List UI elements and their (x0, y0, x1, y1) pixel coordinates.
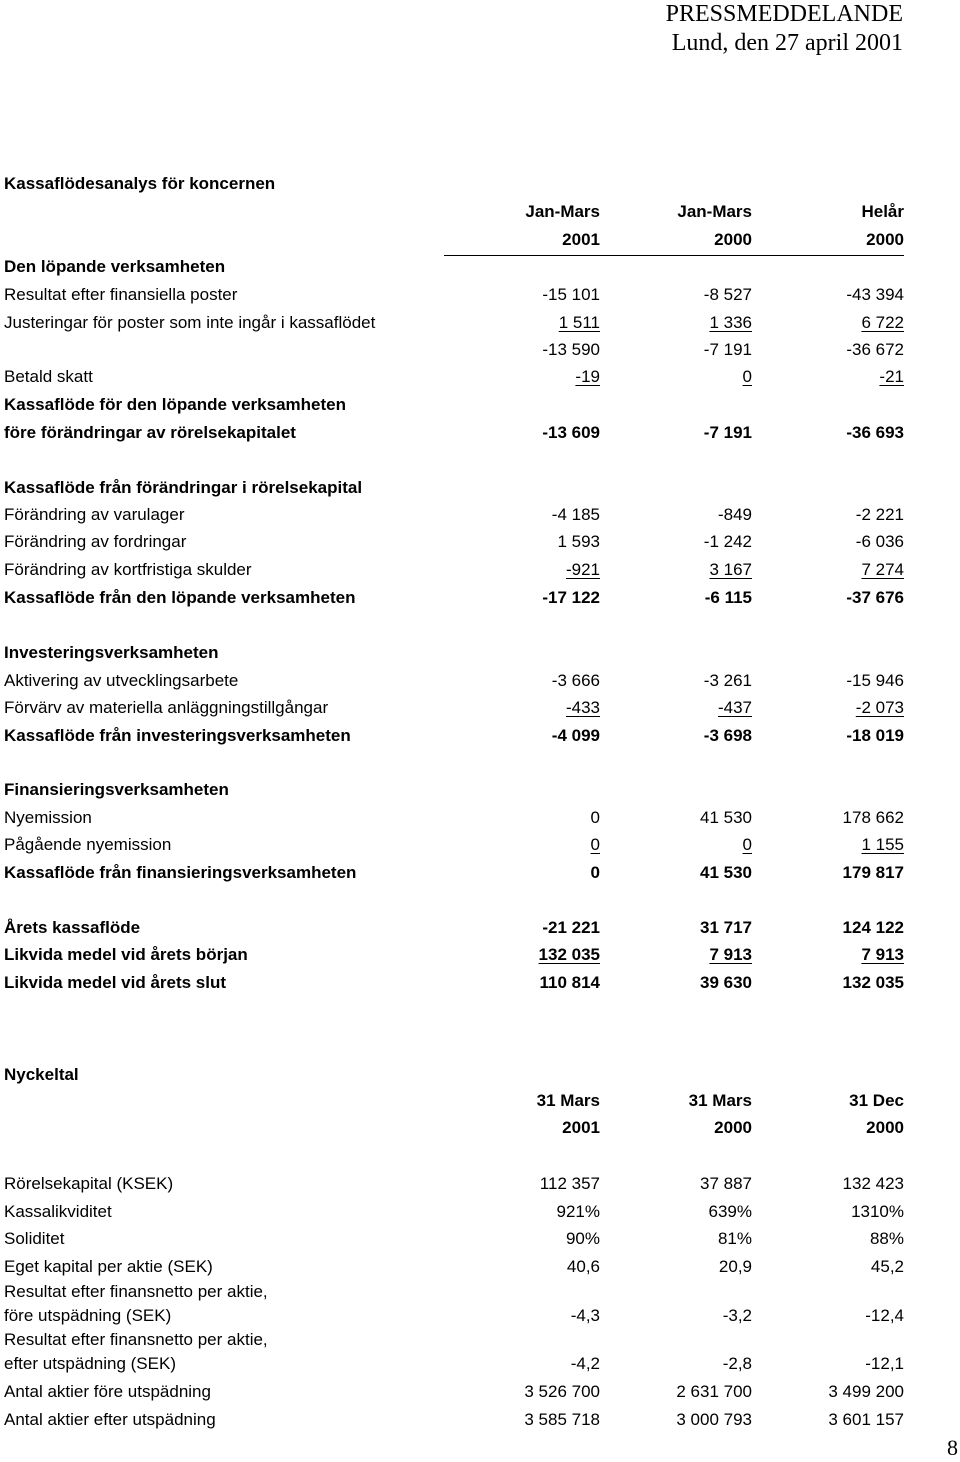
row-label: Förändring av kortfristiga skulder (4, 560, 252, 579)
cell: 0 (742, 367, 752, 386)
cell: 921% (556, 1202, 600, 1221)
row-label: Investeringsverksamheten (4, 643, 219, 662)
cashflow-col-header-year (4, 226, 904, 254)
press-release-header (666, 0, 903, 58)
cell: 179 817 (842, 863, 904, 882)
cell: 20,9 (718, 1257, 752, 1276)
keyfigures-col-header-date (4, 1087, 904, 1115)
cell: -4 099 (551, 726, 600, 745)
col-header: 2000 (866, 230, 904, 249)
row-label: Eget kapital per aktie (SEK) (4, 1257, 213, 1276)
col-header: 31 Mars (536, 1091, 600, 1110)
cell: 7 274 (861, 560, 904, 579)
cell: 0 (590, 808, 600, 827)
total-row (4, 419, 904, 447)
row-label: före förändringar av rörelsekapitalet (4, 423, 296, 442)
row-label: Justeringar för poster som inte ingår i kassaflödet (4, 313, 376, 332)
cell: -2 221 (855, 505, 904, 524)
cell: -13 590 (542, 340, 600, 359)
cell: 39 630 (700, 973, 752, 992)
cell: 639% (708, 1202, 752, 1221)
cell: 0 (742, 835, 752, 854)
header-title: PRESSMEDDELANDE (665, 1, 903, 27)
cell: 0 (590, 835, 600, 854)
cell: -21 (879, 367, 904, 386)
cell: -13 609 (542, 423, 600, 442)
section-heading (4, 253, 904, 281)
row-label: Kassaflöde från den löpande verksamheten (4, 588, 356, 607)
total-row (4, 722, 904, 750)
keyfigures-title: Nyckeltal (4, 1065, 79, 1084)
row-label: Kassaflöde från finansieringsverksamheten (4, 863, 357, 882)
cell: 1 593 (557, 532, 600, 551)
row-label: Förvärv av materiella anläggningstillgångar (4, 698, 329, 717)
col-header: 2000 (714, 1118, 752, 1137)
table-row (4, 501, 904, 529)
keyfigures-col-header-year (4, 1114, 904, 1142)
row-label: Den löpande verksamheten (4, 257, 226, 276)
row-label: Rörelsekapital (KSEK) (4, 1174, 174, 1193)
cell: 0 (590, 863, 600, 882)
table-row (4, 309, 904, 337)
cell: 2 631 700 (676, 1382, 752, 1401)
page-number: 8 (947, 1435, 958, 1460)
cell: 41 530 (700, 808, 752, 827)
cell: -2 073 (855, 698, 904, 717)
col-header: Jan-Mars (677, 202, 752, 221)
cell: -6 115 (704, 588, 752, 607)
cell: -849 (717, 505, 752, 524)
cashflow-title: Kassaflödesanalys för koncernen (4, 174, 276, 193)
table-row (4, 1198, 904, 1226)
cell: 7 913 (709, 945, 752, 964)
cell: 3 167 (709, 560, 752, 579)
cell: 6 722 (861, 313, 904, 332)
col-header: 31 Dec (849, 1091, 904, 1110)
row-label: efter utspädning (SEK) (4, 1354, 176, 1373)
col-header: Jan-Mars (525, 202, 600, 221)
cell: 132 035 (842, 973, 904, 992)
total-row (4, 969, 904, 997)
cell: -4,3 (570, 1306, 600, 1325)
row-label: Kassaflöde från förändringar i rörelsekapital (4, 478, 363, 497)
header-date: Lund, den 27 april 2001 (671, 30, 903, 56)
cell: 112 357 (539, 1174, 600, 1193)
table-row (4, 363, 904, 391)
cell: 110 814 (539, 973, 600, 992)
row-label: Pågående nyemission (4, 835, 172, 854)
section-heading (4, 474, 904, 502)
cell: -2,8 (722, 1354, 752, 1373)
table-row (4, 556, 904, 584)
cell: 1310% (851, 1202, 904, 1221)
row-label: Antal aktier före utspädning (4, 1382, 211, 1401)
col-header: 31 Mars (688, 1091, 752, 1110)
cell: 3 000 793 (676, 1410, 752, 1429)
col-header: 2000 (866, 1118, 904, 1137)
cell: -43 394 (846, 285, 904, 304)
total-row (4, 584, 904, 612)
cell: 40,6 (566, 1257, 600, 1276)
total-row (4, 914, 904, 942)
table-row (4, 831, 904, 859)
col-header: Helår (861, 202, 904, 221)
cell: 88% (869, 1229, 904, 1248)
row-label: Resultat efter finansiella poster (4, 285, 238, 304)
table-row (4, 528, 904, 556)
cell: -17 122 (542, 588, 600, 607)
cell: -7 191 (703, 423, 752, 442)
row-label: Resultat efter finansnetto per aktie, (4, 1330, 268, 1349)
cell: -12,1 (865, 1354, 904, 1373)
row-label: Kassaflöde för den löpande verksamheten (4, 395, 346, 414)
cell: 132 035 (538, 945, 600, 964)
row-label: före utspädning (SEK) (4, 1306, 172, 1325)
total-row (4, 859, 904, 887)
cell: 3 526 700 (524, 1382, 600, 1401)
cell: 3 585 718 (524, 1410, 600, 1429)
table-row (4, 1170, 904, 1198)
row-label: Nyemission (4, 808, 92, 827)
cell: 178 662 (842, 808, 904, 827)
total-row (4, 941, 904, 969)
cell: -433 (565, 698, 600, 717)
cell: -3 261 (703, 671, 752, 690)
section-heading (4, 776, 904, 804)
cell: 31 717 (700, 918, 752, 937)
cell: 3 601 157 (828, 1410, 904, 1429)
cell: -18 019 (846, 726, 904, 745)
cell: -15 946 (846, 671, 904, 690)
col-header: 2001 (562, 230, 600, 249)
cell: -4 185 (551, 505, 600, 524)
col-header: 2000 (714, 230, 752, 249)
row-label: Aktivering av utvecklingsarbete (4, 671, 239, 690)
cell: 45,2 (870, 1257, 904, 1276)
cell: -3 698 (703, 726, 752, 745)
cell: 124 122 (842, 918, 904, 937)
cell: 7 913 (861, 945, 904, 964)
cell: -21 221 (542, 918, 600, 937)
table-row (4, 1253, 904, 1281)
cell: -7 191 (703, 340, 752, 359)
cell: -37 676 (846, 588, 904, 607)
table-row (4, 694, 904, 722)
table-row (4, 1378, 904, 1406)
table-row (4, 667, 904, 695)
table-row (4, 391, 904, 419)
cell: -3,2 (722, 1306, 752, 1325)
cell: 3 499 200 (828, 1382, 904, 1401)
row-label: Förändring av varulager (4, 505, 185, 524)
row-label: Finansieringsverksamheten (4, 780, 229, 799)
cell: -921 (565, 560, 600, 579)
row-label: Antal aktier efter utspädning (4, 1410, 216, 1429)
row-label: Resultat efter finansnetto per aktie, (4, 1282, 268, 1301)
subtotal-row (4, 336, 904, 364)
cell: -3 666 (551, 671, 600, 690)
table-row (4, 1406, 904, 1434)
table-row (4, 804, 904, 832)
table-row (4, 1350, 904, 1378)
row-label: Likvida medel vid årets början (4, 945, 248, 964)
row-label: Kassaflöde från investeringsverksamheten (4, 726, 351, 745)
row-label: Likvida medel vid årets slut (4, 973, 227, 992)
cell: 1 336 (709, 313, 752, 332)
row-label: Kassalikviditet (4, 1202, 112, 1221)
section-heading (4, 639, 904, 667)
cell: -12,4 (865, 1306, 904, 1325)
cell: -36 693 (846, 423, 904, 442)
cell: -1 242 (703, 532, 752, 551)
cell: 81% (717, 1229, 752, 1248)
cell: -19 (575, 367, 600, 386)
row-label: Årets kassaflöde (4, 918, 141, 937)
cell: 1 511 (558, 313, 600, 332)
cell: -6 036 (855, 532, 904, 551)
cell: -15 101 (542, 285, 600, 304)
cell: 37 887 (700, 1174, 752, 1193)
cell: 132 423 (842, 1174, 904, 1193)
cell: -4,2 (570, 1354, 600, 1373)
table-row (4, 281, 904, 309)
cell: -36 672 (846, 340, 904, 359)
table-row (4, 1225, 904, 1253)
cell: 90% (565, 1229, 600, 1248)
row-label: Soliditet (4, 1229, 65, 1248)
col-header: 2001 (562, 1118, 600, 1137)
cell: -8 527 (703, 285, 752, 304)
cashflow-col-header-period (4, 198, 904, 226)
cell: 41 530 (700, 863, 752, 882)
row-label: Betald skatt (4, 367, 93, 386)
cell: -437 (717, 698, 752, 717)
row-label: Förändring av fordringar (4, 532, 187, 551)
cell: 1 155 (861, 835, 904, 854)
